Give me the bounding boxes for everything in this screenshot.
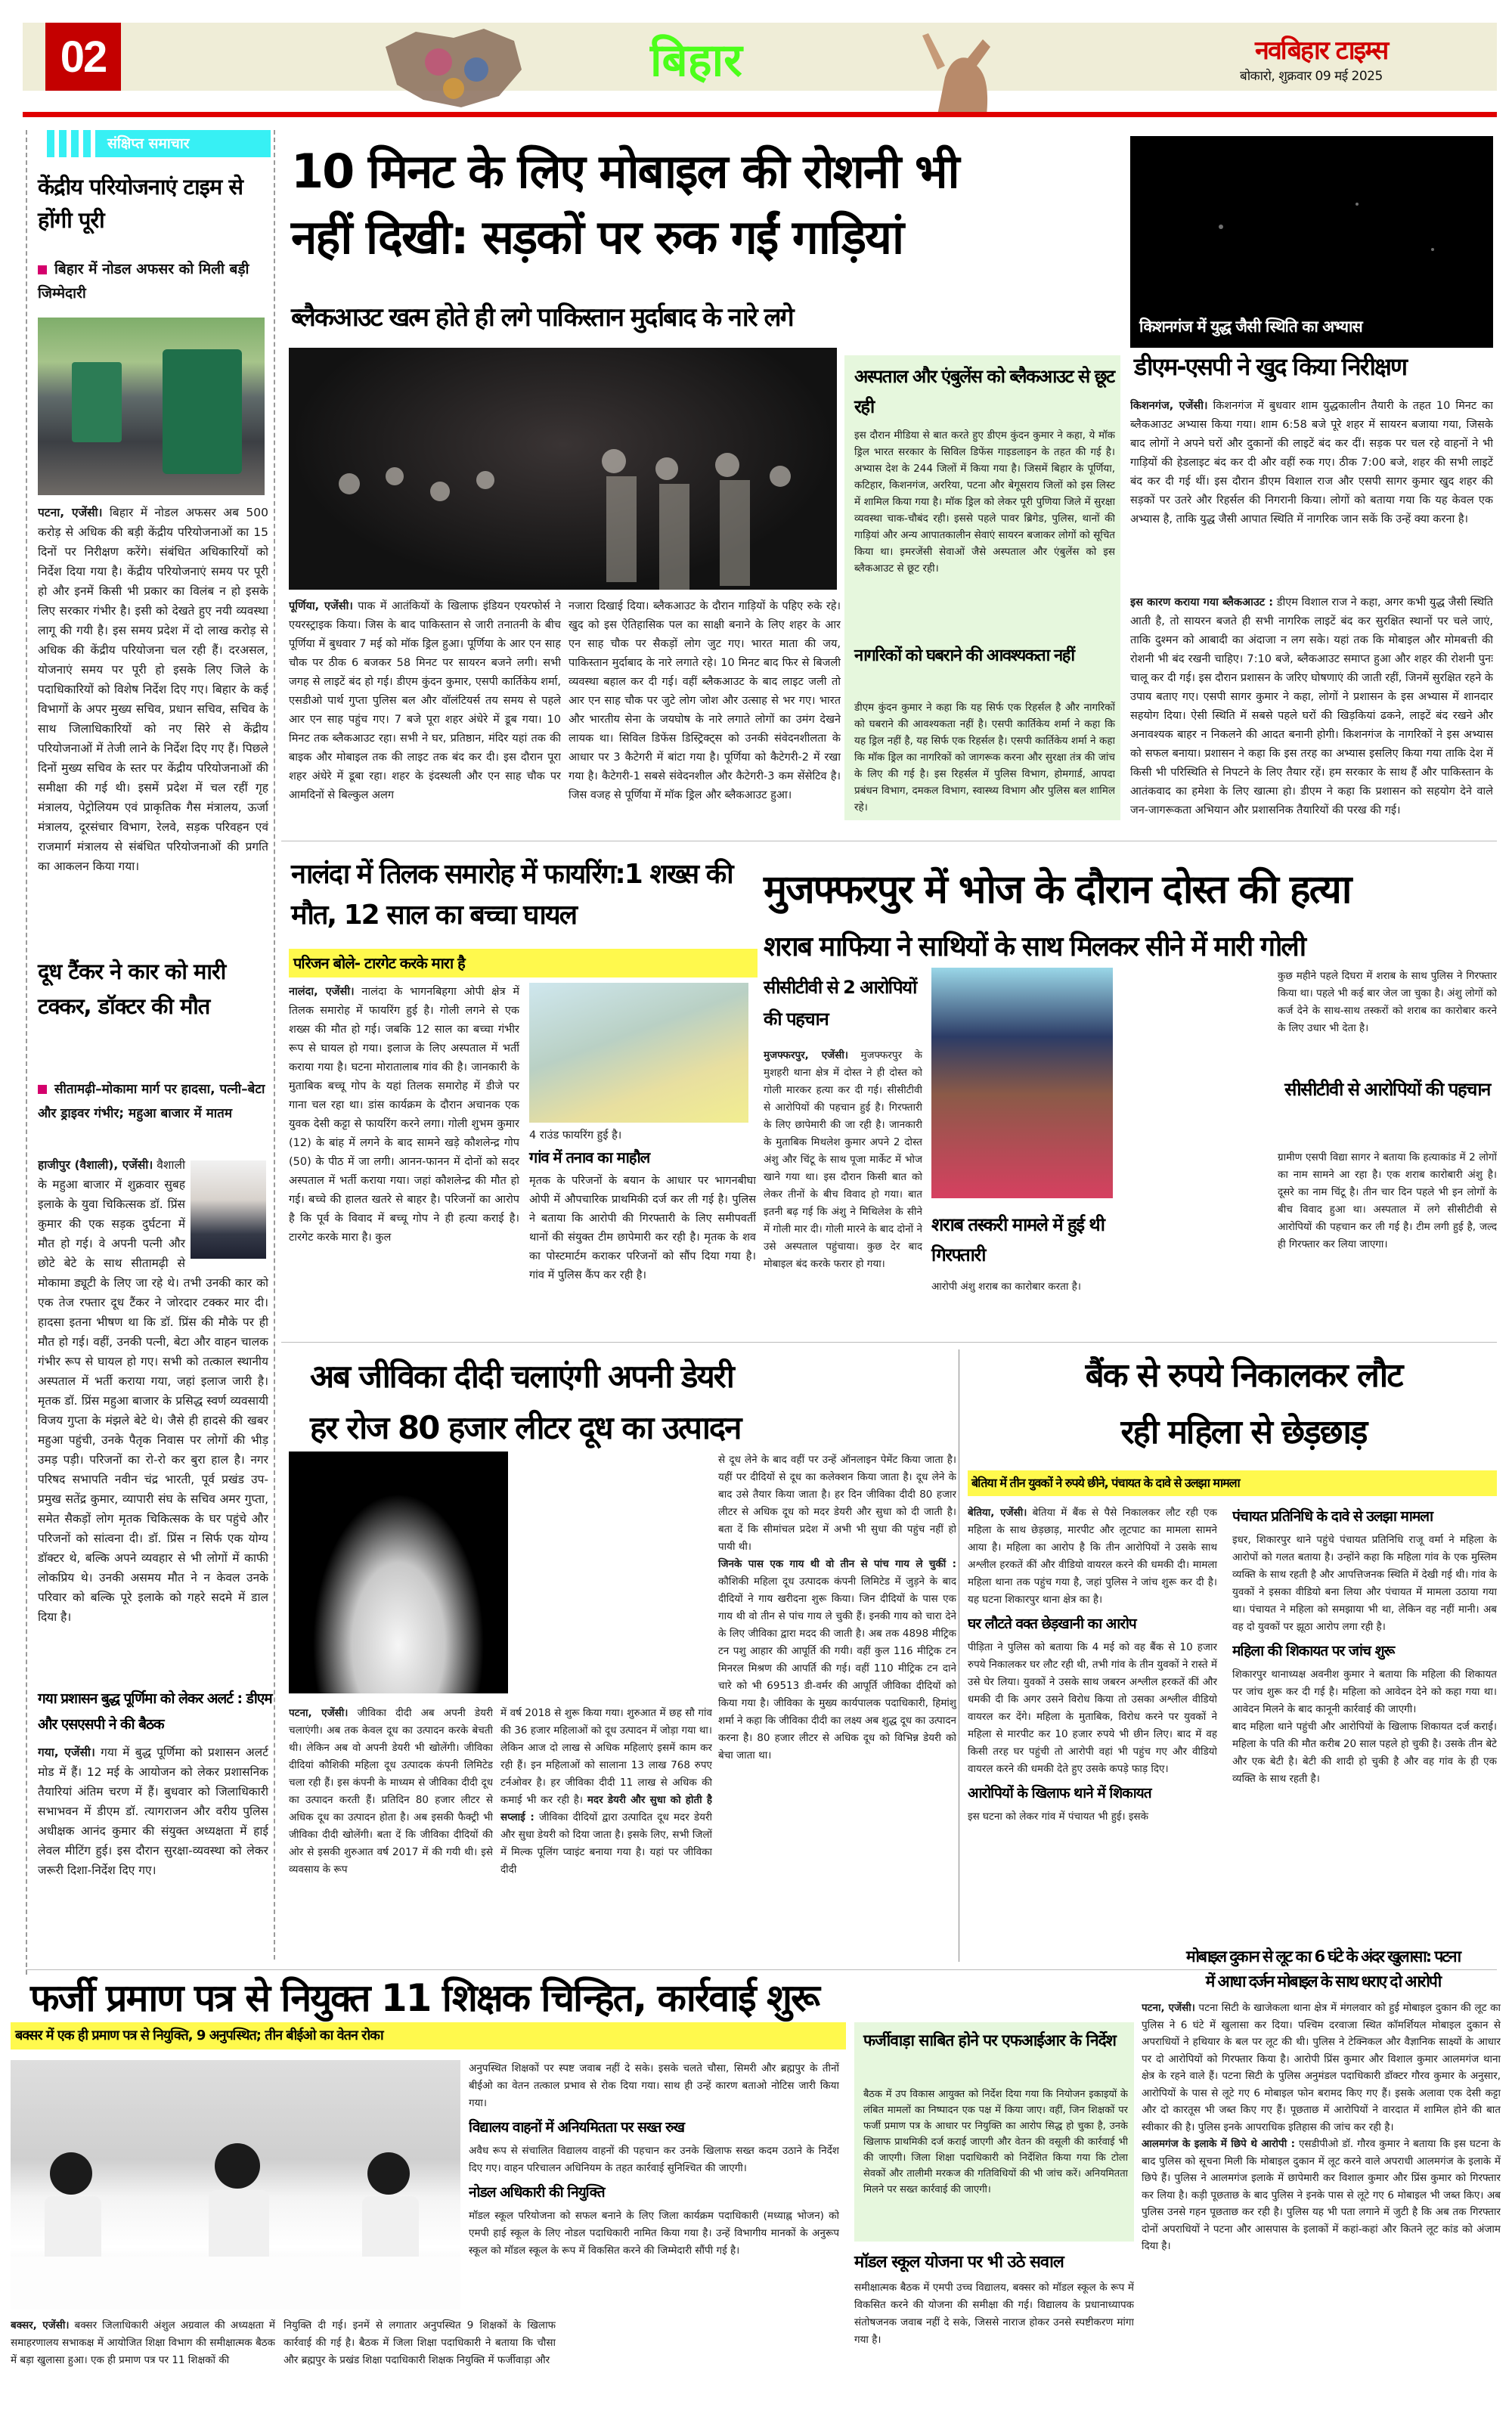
jeevika-headline-line2: हर रोज 80 हजार लीटर दूध का उत्पादन [310, 1409, 741, 1446]
lead-body-col1 [289, 597, 561, 824]
patna-mobile-body [1142, 2000, 1501, 2423]
brief3-dateline: गया, एजेंसी। [38, 1746, 95, 1759]
accused-photo [931, 968, 1113, 1198]
bettiah-body-col2b-text: शिकारपुर थानाध्यक्ष अवनीश कुमार ने बताया कि महिला की शिकायत पर जांच शुरू कर दी गई है। महिला को आवेदन देने को कहा गया था। आवेदन मिलने के बाद कानूनी कार्रवाई की जाएगी। [1232, 1668, 1497, 1715]
patna-mobile-text: पटना सिटी के खाजेकला थाना क्षेत्र में मंगलवार को हुई मोबाइल दुकान की लूट का पुलिस ने 6 घंटे में खुलासा कर दिया। पश्चिम दरवाजा स्थित कॉमर्शियल मोबाइल दुकान से अपराधियों ने हथियार के बल पर लूट की थी। पुलिस ने टेक्निकल और वैज्ञानिक साक्ष्यों के आधार पर दो आरोपियों को गिरफ्तार किया है। आरोपी प्रिंस कुमार और विशाल कुमार आलमगंज थाना क्षेत्र के रहने वाले हैं। पटना सिटी के पुलिस अनुमंडल पदाधिकारी डॉक्टर गौरव कुमार के अनुसार, आरोपियों के पास से लूटे गए 6 मोबाइल फोन बरामद किए गए हैं। इसके अलावा एक देसी कट्टा और दो कारतूस भी जब्त किए गए हैं। पूछताछ में आरोपियों ने वारदात में शामिल होने की बात स्वीकार की है। पुलिस इनके आपराधिक इतिहास की जांच कर रही है। [1142, 2002, 1501, 2133]
kishanganj-dateline: किशनगंज, एजेंसी। [1130, 400, 1208, 412]
teachers-sub2: नोडल अधिकारी की नियुक्ति [469, 2184, 605, 2201]
fir-box-body: बैठक में उप विकास आयुक्त को निर्देश दिया गया कि नियोजन इकाइयों के लंबित मामलों का निष्पादन एक पक्ष में किया जाए। वहीं, जिन शिक्षकों पर फर्जी प्रमाण पत्र के आधार पर नियुक्ति का आरोप सिद्ध हो चुका है, उनके खिलाफ प्राथमिकी दर्ज कराई जाएगी और वेतन की वसूली की कार्रवाई भी की जाएगी। जिला शिक्षा पदाधिकारी को निर्देशित किया गया कि टोला सेवकों और तालीमी मरकज की गतिविधियों की भी जांच करें। अनियमितता मिलने पर सख्त कार्रवाई की जाएगी। [863, 2089, 1128, 2195]
fir-box-title: फर्जीवाड़ा साबित होने पर एफआईआर के निर्देश [863, 2031, 1116, 2049]
teachers-body-col3-text: अनुपस्थित शिक्षकों पर स्पष्ट जवाब नहीं दे सके। इसके चलते चौसा, सिमरी और ब्रह्मपुर के तीनों बीईओ का वेतन तत्काल प्रभाव से रोक दिया गया। साथ ही उन्हें कारण बताओ नोटिस जारी किया गया। [469, 2062, 839, 2109]
bettiah-side-heading: पंचायत प्रतिनिधि के दावे से उलझा मामला [1232, 1508, 1433, 1525]
nalanda-kicker: परिजन बोले- टारगेट करके मारा है [293, 954, 465, 972]
muzaffarpur-headline: मुजफ्फरपुर में भोज के दौरान दोस्त की हत्या [764, 867, 1351, 912]
kishanganj-photo-caption: किशनगंज में युद्ध जैसी स्थिति का अभ्यास [1130, 310, 1493, 343]
lead-subhead: ब्लैकआउट खत्म होते ही लगे पाकिस्तान मुर्दाबाद के नारे लगे [291, 302, 793, 333]
muzaffarpur-body-col2: कुछ महीने पहले दिघरा में शराब के साथ पुलिस ने गिरफ्तार किया था। पहले भी कई बार जेल जा चुका है। अंशु लोगों को कर्ज देने के साथ-साथ तस्करों को शराब का कारोबार करने के लिए उधार भी देता है। [1278, 970, 1497, 1034]
bettiah-sub3: महिला की शिकायत पर जांच शुरू [1232, 1643, 1395, 1659]
teachers-body-col3 [469, 2060, 839, 2317]
teachers-kicker: बक्सर में एक ही प्रमाण पत्र से नियुक्ति, 9 अनुपस्थित; तीन बीईओ का वेतन रोका [15, 2028, 383, 2043]
nalanda-dateline: नालंदा, एजेंसी। [289, 986, 355, 998]
briefs-section-band [47, 130, 271, 157]
column-divider [274, 130, 275, 1960]
bettiah-body-col1c-text: इस घटना को लेकर गांव में पंचायत भी हुई। इसके [968, 1811, 1149, 1823]
teachers-body-col3b-text: अवैध रूप से संचालित विद्यालय वाहनों की पहचान कर उनके खिलाफ सख्त कदम उठाने के निर्देश दिए गए। वाहन परिचालन अधिनियम के तहत कार्रवाई सुनिश्चित की जाएगी। [469, 2145, 839, 2174]
patna-mobile-headline-line1: मोबाइल दुकान से लूट का 6 घंटे के अंदर खुलासा: पटना [1185, 1947, 1461, 1966]
jeevika-sub2: जिनके पास एक गाय थी वो तीन से पांच गाय ले चुकीं : [718, 1558, 956, 1570]
patna-mobile-dateline: पटना, एजेंसी। [1142, 2002, 1195, 2014]
muzaffarpur-body-col3: ग्रामीण एसपी विद्या सागर ने बताया कि हत्याकांड में 2 लोगों का नाम सामने आ रहा है। एक शराब कारोबारी अंशु है। दूसरे का नाम चिंटू है। तीन चार दिन पहले भी इन लोगों के बीच विवाद हुआ था। अस्पताल में लगे सीसीटीवी से आरोपियों की पहचान कर ली गई है। टीम लगी हुई है, जल्द ही गिरफ्तार कर लिया जाएगा। [1278, 1151, 1497, 1250]
teachers-body-col2: नियुक्ति दी गई। इनमें से लगातार अनुपस्थित 9 शिक्षकों के खिलाफ कार्रवाई की गई है। बैठक में जिला शिक्षा पदाधिकारी ने बताया कि चौसा और ब्रह्मपुर के प्रखंड शिक्षा पदाधिकारी शिक्षक नियुक्ति में फर्जीवाड़ा और [284, 2319, 556, 2366]
nalanda-body-col1 [289, 983, 519, 1338]
section-divider [281, 1342, 1497, 1343]
brief2-text: वैशाली के महुआ बाजार में शुक्रवार सुबह इलाके के युवा चिकित्सक डॉ. प्रिंस कुमार की एक सड़क दुर्घटना में मौत हो गई। वे अपनी पत्नी और छोटे बेटे के साथ सीतामढ़ी से मोकामा ड्यूटी के लिए जा रहे थे। तभी उनकी कार को एक तेज रफ्तार दूध टैंकर ने जोरदार टक्कर मार दी। हादसा इतना भीषण था कि डॉ. प्रिंस की मौके पर ही मौत हो गई। वहीं, उनकी पत्नी, बेटा और वाहन चालक गंभीर रूप से घायल हो गए। सभी को तत्काल स्थानीय अस्पताल में भर्ती कराया गया, जहां इलाज जारी है। मृतक डॉ. प्रिंस महुआ बाजार के प्रसिद्ध स्वर्ण व्यवसायी विजय गुप्ता के मंझले बेटे थे। जैसे ही हादसे की खबर महुआ पहुंची, उनके पैतृक निवास पर लोगों की भीड़ उमड़ पड़ी। परिजनों का रो-रो कर बुरा हाल है। नगर परिषद सभापति नवीन चंद्र भारती, पूर्व प्रखंड उप-प्रमुख सतेंद्र कुमार, व्यापारी संघ के सचिव अमर गुप्ता, समेत सैकड़ों लोग मृतक चिकित्सक के घर पहुंचे और परिजनों को सांत्वना दी। डॉ. प्रिंस न सिर्फ एक योग्य डॉक्टर थे, बल्कि अपने व्यवहार से भी लोगों में काफी लोकप्रिय थे। उनकी असमय मौत ने न केवल उनके परिवार को बल्कि पूरे इलाके को गहरे सदमे में डाल दिया है। [38, 1158, 268, 1624]
brief1-headline: केंद्रीय परियोजनाएं टाइम से होंगी पूरी [38, 174, 243, 233]
bettiah-body-col2c-text: बाद महिला थाने पहुंची और आरोपियों के खिलाफ शिकायत दर्ज कराई। महिला के पति की मौत करीब 20 साल पहले हो चुकी है। उसके तीन बेटे और एक बेटी है। बेटी की शादी हो चुकी है और वह गांव के ही एक व्यक्ति के साथ रहती है। [1232, 1721, 1497, 1785]
briefs-label: संक्षिप्त समाचार [107, 135, 190, 152]
teachers-dateline: बक्सर, एजेंसी। [11, 2319, 70, 2331]
milk-splash-photo [289, 1452, 508, 1693]
jeevika-headline-line1: अब जीविका दीदी चलाएंगी अपनी डेयरी [310, 1358, 733, 1395]
patna-mobile-headline-line2: में आधा दर्जन मोबाइल के साथ धराए दो आरोपी [1205, 1972, 1441, 1991]
muzaffarpur-subhead: शराब माफिया ने साथियों के साथ मिलकर सीने में मारी गोली [764, 931, 1306, 962]
muzaffarpur-body-col1-text: मुजफ्फरपुर के मुशहरी थाना क्षेत्र में दोस्त ने ही दोस्त को गोली मारकर हत्या कर दी गई। सीसीटीवी से आरोपियों की पहचान हुई है। गिरफ्तारी के लिए छापेमारी की जा रही है। जानकारी के मुताबिक मिथलेश कुमार अपने 2 दोस्त अंशु और चिंटू के साथ पूजा मार्केट में भोज खाने गया था। इस दौरान किसी बात को लेकर तीनों के बीच विवाद हो गया। बात इतनी बढ़ गई कि अंशु ने मिथिलेश के सीने में गोली मार दी। गोली मारने के बाद दोनों ने उसे अस्पताल पहुंचाया। कुछ देर बाद मोबाइल बंद करके फरार हो गया। [764, 1049, 922, 1270]
brief2-subhead-text: सीतामढ़ी–मोकामा मार्ग पर हादसा, पत्नी–बेटा और ड्राइवर गंभीर; महुआ बाजार में मातम [38, 1082, 265, 1121]
nalanda-body-col1-text: नालंदा के भागनबिहगा ओपी क्षेत्र में तिलक समारोह में फायरिंग हुई है। गोली लगने से एक शख्स की मौत हो गई। जबकि 12 साल का बच्चा गंभीर रूप से घायल हो गया। इलाज के लिए अस्पताल में भर्ती कराया गया है। घटना मोरातालाब गांव की है। जानकारी के मुताबिक बच्चू गोप के यहां तिलक समारोह में डीजे पर गाना चल रहा था। डांस कार्यक्रम के दौरान अचानक एक युवक देसी कट्टा से फायरिंग करने लगा। गोली शुभम कुमार (12) के बांह में लगने के बाद सामने खड़े कौशलेन्द्र गोप (50) के पीठ में जा लगी। आनन-फानन में दोनों को सदर अस्पताल में भर्ती कराया गया। जहां कौशलेन्द्र की मौत हो गई। बच्चे की हालत खतरे से बाहर है। परिजनों का आरोप है कि पूर्व के विवाद में बच्चू गोप ने ही हत्या कराई है। टारगेट करके मारा है। कुल [289, 986, 519, 1244]
lead-headline-line1: 10 मिनट के लिए मोबाइल की रोशनी भी [291, 144, 959, 199]
jeevika-body-col2-text: में वर्ष 2018 से शुरू किया गया। शुरुआत में छह सौ गांव की 36 हजार महिलाओं को दूध उत्पादन में जोड़ा गया था। लेकिन आज दो लाख से अधिक महिलाएं इसमें काम कर रही हैं। इन महिलाओं को सालाना 13 लाख 768 रुपए टर्नओवर है। हर जीविका दीदी 11 लाख से अधिक की कमाई भी कर रही है। [500, 1707, 712, 1806]
brief3-text: गया में बुद्ध पूर्णिमा को प्रशासन अलर्ट मोड में हैं। 12 मई के आयोजन को लेकर प्रशासनिक तैयारियां अंतिम चरण में हैं। बुधवार को जिलाधिकारी सभाभवन में डीएम डॉ. त्यागराजन और वरीय पुलिस अधीक्षक आनंद कुमार की संयुक्त अध्यक्षता में हाई लेवल मीटिंग हुई। इस दौरान सुरक्षा-व्यवस्था को लेकर जरूरी दिशा-निर्देश दिए गए। [38, 1746, 268, 1877]
bettiah-sub1: घर लौटते वक्त छेड़खानी का आरोप [968, 1616, 1136, 1632]
brief2-body [38, 1155, 268, 1684]
issue-dateline: बोकारो, शुक्रवार 09 मई 2025 [1240, 69, 1383, 84]
jeevika-body-col3 [514, 1452, 956, 1962]
patna-mobile-text2: एसडीपीओ डॉ. गौरव कुमार ने बताया कि इस घटना के बाद पुलिस को सूचना मिली कि मोबाइल दुकान में लूट करने वाले अपराधी आलमगंज के इलाके में छिपे हैं। पुलिस ने आलमगंज इलाके में छापेमारी कर विशाल कुमार और प्रिंस कुमार को गिरफ्तार कर लिया है। कड़ी पूछताछ के बाद पुलिस ने इनके पास से लूटे गए 6 मोबाइल भी जब्त किए। अब पुलिस उनसे गहन पूछताछ कर रही है। पुलिस यह भी पता लगाने में जुटी है कि अब तक गिरफ्तार दोनों अपराधियों ने पटना और आसपास के इलाकों में कहां-कहां और कितने लूट कांड को अंजाम दिया है। [1142, 2138, 1501, 2252]
lead-headline-line2: नहीं दिखी: सड़कों पर रुक गईं गाड़ियां [291, 209, 903, 265]
bihar-map-collage-image [370, 24, 552, 115]
bettiah-dateline: बेतिया, एजेंसी। [968, 1507, 1027, 1519]
lead-body-col2: नजारा दिखाई दिया। ब्लैकआउट के दौरान गाड़ियों के पहिए रुके रहे। खुद को इस ऐतिहासिक पल का साक्षी बनाने के लिए शहर के आर एन साह चौक पर सैकड़ों लोग जुट गए। भारत माता की जय, पाकिस्तान मुर्दाबाद के नारे लगाते रहे। 10 मिनट बाद फिर से बिजली व्यवस्था बहाल कर दी गई। वहीं ब्लैकआउट के बाद लाइट जली तो आर एन साह चौक पर जुटे लोग जोश और उत्साह से भर गए। भारत और भारतीय सेना के जयघोष के नारे लगाते लोगों का उमंग देखने लायक था। सिविल डिफेंस डिस्ट्रिक्ट्स को उनकी संवेदनशीलता के आधार पर 3 कैटेगरी में बांटा गया है। पूर्णिया को कैटेगरी-2 में रखा गया है। कैटेगरी-1 सबसे संवेदनशील और कैटेगरी-3 कम सेंसेटिव है। जिस वजह से पूर्णिया में मॉक ड्रिल और ब्लैकआउट हुआ। [569, 600, 841, 801]
brief2-subhead [38, 1077, 268, 1126]
jeevika-body-col3b-text: कौशिकी महिला दूध उत्पादक कंपनी लिमिटेड में जुड़ने के बाद दीदियों ने गाय खरीदना शुरू किया। जिन दीदियों के पास एक गाय थी वो तीन से पांच गाय ले चुकी हैं। इनकी गाय को चारा देने के लिए जीविका द्वारा मदद की जाती है। अब तक 4898 मीट्रिक टन पशु आहार की आपूर्ति की गयी। वहीं कुल 116 मीट्रिक टन मिनरल मिश्रण की आपर्ति की गई। वहीं 110 मीट्रिक टन दाने चारे को भी 69513 डी-वर्मर की आपूर्ति जीविका दीदियों को किया गया है। जीविका के मुख्य कार्यपालक पदाधिकारी, हिमांशु शर्मा ने कहा कि जीविका दीदी का लक्ष्य अब शुद्ध दूध का उत्पादन करना है। 80 हजार लीटर से अधिक दूध को विभिन्न डेयरी को बेचा जाता था। [718, 1575, 956, 1761]
kishanganj-body2 [1130, 593, 1493, 820]
teachers-body-col3c-text: मॉडल स्कूल परियोजना को सफल बनाने के लिए जिला कार्यक्रम पदाधिकारी (मध्याह्न भोजन) को एमपी हाई स्कूल के लिए नोडल पदाधिकारी नामित किया गया है। उन्हें विभागीय मानकों के अनुरूप स्कूल को मॉडल स्कूल के रूप में विकसित करने की जिम्मेदारी सौंपी गई है। [469, 2210, 839, 2257]
lead-body-col1-text: पाक में आतंकियों के खिलाफ इंडियन एयरफोर्स ने एयरस्ट्राइक किया। जिस के बाद पाकिस्तान से जारी तनातनी के बीच पूर्णिया में बुधवार 7 मई को मॉक ड्रिल हुआ। पूर्णिया के आर एन साह चौक पर ठीक 6 बजकर 58 मिनट पर सायरन बजने लगी। सभी जगह से लाइटें बंद हो गई। डीएम कुंदन कुमार, एसपी कार्तिकेय शर्मा, एसडीओ पार्थ गुप्ता पुलिस बल और वॉलंटियर्स तय समय से पहले आर एन साह पहुंच गए। 7 बजे पूरा शहर अंधेरे में डूब गया। 10 मिनट तक ब्लैकआउट रहा। सभी ने घर, प्रतिष्ठान, मंदिर यहां तक की बाइक और मोबाइल तक की लाइट तक बंद कर दी। इस दौरान पूरा शहर अंधेरे में डूबा रहा। शहर के इंदस्थली और एन साह चौक पर आमदिनों से बिल्कुल अलग [289, 600, 561, 801]
road-roller-photo [38, 318, 265, 495]
box-subtitle: नागरिकों को घबराने की आवश्यकता नहीं [854, 646, 1074, 665]
jeevika-body-col1 [289, 1705, 493, 1962]
brief2-dateline: हाजीपुर (वैशाली), एजेंसी। [38, 1158, 153, 1172]
kishanganj-headline: डीएम-एसपी ने खुद किया निरीक्षण [1134, 352, 1407, 381]
brief1-subhead [38, 257, 268, 305]
page-number: 02 [45, 23, 121, 91]
photo-float-spacer [185, 1155, 268, 1261]
jeevika-body-col1-text: जीविका दीदी अब अपनी डेयरी चलाएंगी। अब तक केवल दूध का उत्पादन करके बेचती थी। लेकिन अब वो अपनी डेयरी भी खोलेंगी। जीविका दीदियां कौशिकी महिला दूध उत्पादक कंपनी लिमिटेड चला रही हैं। इस कंपनी के माध्यम से जीविका दीदी दूध का उत्पादन करती हैं। प्रतिदिन 80 हजार लीटर से अधिक दूध का उत्पादन होता है। अब इसकी फैक्ट्री भी जीविका दीदी खोलेंगी। बता दें कि जीविका दीदियों की ओर से इसकी शुरुआत वर्ष 2017 में की गयी थी। इसे व्यवसाय के रूप [289, 1707, 493, 1876]
bettiah-sub2: आरोपियों के खिलाफ थाने में शिकायत [968, 1785, 1151, 1802]
teachers-headline: फर्जी प्रमाण पत्र से नियुक्त 11 शिक्षक चिन्हित, कार्रवाई शुरू [30, 1976, 819, 2020]
box-body2: डीएम कुंदन कुमार ने कहा कि यह सिर्फ एक रिहर्सल है और नागरिकों को घबराने की आवश्यकता नहीं है। एसपी कार्तिकेय शर्मा ने कहा कि यह ड्रिल नहीं है, यह सिर्फ एक रिहर्सल है। एसपी कार्तिकेय शर्मा ने कहा कि मॉक ड्रिल का नागरिकों को जागरूक करना और सुरक्षा तंत्र की जांच के लिए की गई है। इस रिहर्सल में पुलिस विभाग, होमगार्ड, आपदा प्रबंधन विभाग, दमकल विभाग, स्वास्थ्य विभाग और पुलिस बल शामिल रहे। [854, 702, 1115, 813]
jeevika-sub1: मदर डेयरी और सुधा को होती है सप्लाई : [500, 1794, 712, 1823]
review-meeting-photo [11, 2060, 460, 2310]
box-body: इस दौरान मीडिया से बात करते हुए डीएम कुंदन कुमार ने कहा, ये मॉक ड्रिल भारत सरकार के सिविल डिफेंस गाइडलाइन के तहत की गई है। अभ्यास देश के 244 जिलों में किया गया है। जिसमें बिहार के पूर्णिया, कटिहार, किशनगंज, अररिया, पटना और बेगूसराय जिलों को इस लिस्ट में शामिल किया गया है। मॉक ड्रिल को लेकर पूरी पुणिया जिले में सुरक्षा व्यवस्था चाक-चौबंद रही। इससे पहले पावर ब्रिगेड, पुलिस, थानों की गाड़ियां और अन्य आपातकालीन सेवाएं सायरन बजाकर लोगों को सूचित किया था। इमरजेंसी सेवाओं जैसे अस्पताल और एंबुलेंस को इस ब्लैकआउट से छूट रही। [854, 429, 1115, 575]
brief1-text: बिहार में नोडल अफसर अब 500 करोड़ से अधिक की बड़ी केंद्रीय परियोजनाओं का 15 दिनों पर निरीक्षण करेंगे। संबंधित अधिकारियों को निर्देश दिया गया है। केंद्रीय परियोजनाएं समय पर पूरी हो और इनमें किसी भी प्रकार का विलंब न हो इसके लिए सरकार गंभीर है। इसी को देखते हुए नयी व्यवस्था लागू की गयी है। इस समय प्रदेश में दो लाख करोड़ से अधिक की केंद्रीय परियोजना चल रही हैं। दरअसल, योजनाएं समय पर पूरी हो इसके लिए जिले के पदाधिकारियों को विशेष निर्देश दिए गए। बिहार के कई विभागों के अपर मुख्य सचिव, प्रधान सचिव, सचिव के साथ जिलाधिकारियों को नए सिरे से केंद्रीय परियोजनाओं में तेजी लाने के निर्देश दिए गए हैं। पिछले दिनों मुख्य सचिव के स्तर पर केंद्रीय परियोजनाओं की समीक्षा की गई थी। इसमें प्रदेश में चल रहीं गृह मंत्रालय, पेट्रोलियम एवं प्राकृतिक गैस मंत्रालय, ऊर्जा मंत्रालय, दूरसंचार विभाग, रेलवे, सड़क परिवहन एवं राजमार्ग मंत्रालय से संबंधित परियोजनाओं की प्रगति का आकलन किया गया। [38, 506, 268, 873]
bettiah-headline-line1: बैंक से रुपये निकालकर लौट [1085, 1356, 1402, 1395]
muzaffarpur-photo-heading: शराब तस्करी मामले में हुई थी गिरफ्तारी [931, 1214, 1105, 1266]
bettiah-body-col1 [968, 1504, 1217, 1958]
blackout-crowd-photo [289, 348, 837, 590]
nalanda-photo-caption: 4 राउंड फायरिंग हुई है। [529, 1129, 622, 1142]
lead-dateline: पूर्णिया, एजेंसी। [289, 600, 353, 612]
teachers-body-col1 [11, 2317, 275, 2427]
band-stripes [47, 130, 100, 157]
teachers-sub3: मॉडल स्कूल योजना पर भी उठे सवाल [854, 2253, 1064, 2272]
bettiah-headline-line2: रही महिला से छेड़छाड़ [1120, 1413, 1367, 1452]
roller-shape [163, 349, 242, 474]
muzaffarpur-dateline: मुजफ्फरपुर, एजेंसी। [764, 1049, 848, 1061]
teachers-body-col4: समीक्षात्मक बैठक में एमपी उच्च विद्यालय, बक्सर को मॉडल स्कूल के रूप में विकसित करने की योजना की समीक्षा की गई। विद्यालय के प्रधानाध्यापक संतोषजनक जवाब नहीं दे सके, जिससे नाराज होकर उनसे स्पष्टीकरण मांगा गया है। [854, 2282, 1134, 2346]
bettiah-body-col2-text: इधर, शिकारपुर थाने पहुंचे पंचायत प्रतिनिधि राजू वर्मा ने महिला के आरोपों को गलत बताया है। उन्होंने कहा कि महिला गांव के एक मुस्लिम व्यक्ति के साथ रहती है और आपत्तिजनक स्थिति में देखी गई थी। गांव के युवकों ने इसका वीडियो बना लिया और पंचायत में मामला उठाया गया था। पंचायत ने महिला को समझाया भी था, लेकिन वह नहीं मानी। अब वह दो युवकों पर झूठा आरोप लगा रही है। [1232, 1534, 1497, 1633]
jeevika-dateline: पटना, एजेंसी। [289, 1707, 349, 1719]
masthead-rule [23, 112, 1497, 117]
teachers-body-col1-text: बक्सर जिलाधिकारी अंशुल अग्रवाल की अध्यक्षता में समाहरणालय सभाकक्ष में आयोजित शिक्षा विभाग की समीक्षात्मक बैठक में बड़ा खुलासा हुआ। एक ही प्रमाण पत्र पर 11 शिक्षकों की [11, 2319, 275, 2366]
statue-image [892, 24, 1043, 115]
muzaffarpur-subtitle2: सीसीटीवी से आरोपियों की पहचान [1284, 1079, 1490, 1100]
kishanganj-body2-lead: इस कारण कराया गया ब्लैकआउट : [1130, 596, 1274, 609]
bettiah-body-col2 [1232, 1504, 1497, 1958]
muzaffarpur-side-heading: सीसीटीवी से 2 आरोपियों की पहचान [764, 977, 916, 1030]
muzaffarpur-body-col1 [764, 1047, 922, 1334]
bettiah-kicker: बेतिया में तीन युवकों ने रुपये छीने, पंचायत के दावे से उलझा मामला [971, 1476, 1240, 1490]
bullet-icon [38, 1085, 47, 1094]
kishanganj-text: किशनगंज में बुधवार शाम युद्धकालीन तैयारी के तहत 10 मिनट का ब्लैकआउट अभ्यास किया गया। शाम 6:58 बजे पूरे शहर में सायरन बजाया गया, जिसके बाद लोगों ने अपने घरों और दुकानों की लाइटें बंद कर दीं। सड़क पर चल रहे वाहनों ने भी गाड़ियों की हेडलाइट बंद कर दी और वहीं रुक गए। ठीक 7:00 बजे, शहर की सभी लाइटें बंद कर दी गई थीं। इस दौरान डीएम विशाल राज और एसपी सागर कुमार खुद शहर की सड़कों पर उतरे और रिहर्सल की निगरानी किया। लोगों को बताया गया कि यह केवल एक अभ्यास है, ताकि युद्ध जैसी आपात स्थिति में नागरिक जान सकें कि उन्हें क्या करना है। [1130, 400, 1493, 525]
roller-shape [72, 362, 122, 442]
box-title: अस्पताल और एंबुलेंस को ब्लैकआउट से छूट रही [854, 366, 1114, 417]
jeevika-body-col3-text: से दूध लेने के बाद वहीं पर उन्हें ऑनलाइन पेमेंट किया जाता है। यहीं पर दीदियों से दूध का कलेक्शन किया जाता है। दूध लेने के बाद उसे तैयार किया जाता है। हर दिन जीविका दीदी 80 हजार लीटर से अधिक दूध को मदर डेयरी और सुधा को दी जाती है। बता दें कि सीमांचल प्रदेश में अभी भी सुधा की पहुंच नहीं हो पायी थी। [718, 1454, 956, 1553]
injured-child-photo [529, 983, 748, 1123]
brief1-dateline: पटना, एजेंसी। [38, 506, 103, 519]
patna-mobile-sub1: आलमगंज के इलाके में छिपे थे आरोपी : [1142, 2138, 1295, 2150]
newspaper-brand: नवबिहार टाइम्स [1255, 36, 1388, 66]
nalanda-body-col2: मृतक के परिजनों के बयान के आधार पर भागनबीघा ओपी में औपचारिक प्राथमिकी दर्ज कर ली गई है। पुलिस ने बताया कि आरोपी की गिरफ्तारी के लिए समीपवर्ती थानों की संयुक्त टीम छापेमारी कर रही है। मृतक के शव का पोस्टमार्टम कराकर परिजनों को सौंप दिया गया है। गांव में पुलिस कैंप कर रही है। [529, 1175, 756, 1281]
jeevika-body-col2b-text: जीविका दीदियों द्वारा उत्पादित दूध मदर डेयरी और सुधा डेयरी को दिया जाता है। इसके लिए, सभी जिलों में मिल्क पूलिंग प्वाइंट बनाया गया है। यहां पर जीविका दीदी [500, 1811, 712, 1876]
brief1-body [38, 503, 268, 877]
brief3-headline: गया प्रशासन बुद्ध पूर्णिमा को लेकर अलर्ट : डीएम और एसएसपी ने की बैठक [38, 1690, 272, 1733]
left-margin-rule [26, 130, 27, 1975]
kishanganj-body [1130, 397, 1493, 590]
brief3-body [38, 1743, 268, 1947]
nalanda-subtitle: गांव में तनाव का माहौल [529, 1148, 650, 1166]
brief1-subhead-text: बिहार में नोडल अफसर को मिली बड़ी जिम्मेदारी [38, 261, 249, 302]
brief2-headline: दूध टैंकर ने कार को मारी टक्कर, डॉक्टर की मौत [38, 959, 226, 1019]
bettiah-body-col1-text: बेतिया में बैंक से पैसे निकालकर लौट रही एक महिला के साथ छेड़छाड़, मारपीट और लूटपाट का मामला सामने आया है। महिला का आरोप है कि तीन आरोपियों ने उसके साथ अश्लील हरकतें कीं और वीडियो वायरल करने की धमकी दी। मामला महिला थाना तक पहुंच गया है, जहां पुलिस ने जांच शुरू कर दी है। यह घटना शिकारपुर थाना क्षेत्र का है। [968, 1507, 1217, 1606]
nalanda-headline: नालंदा में तिलक समारोह में फायरिंग:1 शख्स की मौत, 12 साल का बच्चा घायल [291, 859, 733, 931]
teachers-sub1: विद्यालय वाहनों में अनियमितता पर सख्त रुख [469, 2119, 684, 2136]
muzaffarpur-photo-caption: आरोपी अंशु शराब का कारोबार करता है। [931, 1281, 1081, 1293]
bullet-icon [38, 265, 47, 274]
kishanganj-body2-text: डीएम विशाल राज ने कहा, अगर कभी युद्ध जैसी स्थिति आती है, तो सायरन बजते ही सभी नागरिक लाइटें बंद कर सुरक्षित स्थानों पर चले जाएं, ताकि दुश्मन को आबादी का अंदाजा न लग सके। यहां तक कि मोबाइल और मोमबत्ती की रोशनी भी बंद रखनी चाहिए। 7:10 बजे, ब्लैकआउट समाप्त हुआ और शहर की रोशनी पुनः चालू कर दी गई। इस दौरान प्रशासन के जरिए घोषणाएं की जाती रहीं, जिनमें सुरक्षित रहने के उपाय बताए गए। एसपी सागर कुमार ने कहा, लोगों ने प्रशासन के इस अभ्यास में शानदार सहयोग दिया। ऐसी स्थिति में सबसे पहले घरों की खिड़कियां ढकने, लाइटें बंद रखने और अनावश्यक बाहर न निकलने की आदत बनानी होगी। किशनगंज के नागरिकों ने इस अभ्यास को सफल बनाया। प्रशासन ने कहा कि इस तरह का अभ्यास इसलिए किया गया ताकि देश में किसी भी परिस्थिति से निपटने के लिए तैयार रहें। हम सरकार के साथ हैं और पाकिस्तान के आतंकवाद का हमेशा के लिए खात्मा हो। डीएम ने कहा कि प्रशासन को सहयोग देने वाले जन-जागरूकता अभियान और प्रशासनिक तैयारियों की परख की गई। [1130, 596, 1493, 816]
section-title: बिहार [650, 34, 742, 87]
bettiah-body-col1b-text: पीड़िता ने पुलिस को बताया कि 4 मई को वह बैंक से 10 हजार रुपये निकालकर घर लौट रही थी, तभी गांव के तीन युवकों ने रास्ते में उसे घेर लिया। युवकों ने उसके साथ जबरन अश्लील हरकतें कीं और धमकी दी कि अगर उसने विरोध किया तो उसका अश्लील वीडियो वायरल कर देंगे। महिला के मुताबिक, विरोध करने पर युवकों ने महिला से मारपीट कर 10 हजार रुपये भी छीन लिए। बाद में वह किसी तरह घर पहुंची तो आरोपी वहां भी पहुंच गए और वीडियो वायरल करने की धमकी देते हुए उसके कपड़े फाड़ दिए। [968, 1641, 1217, 1775]
